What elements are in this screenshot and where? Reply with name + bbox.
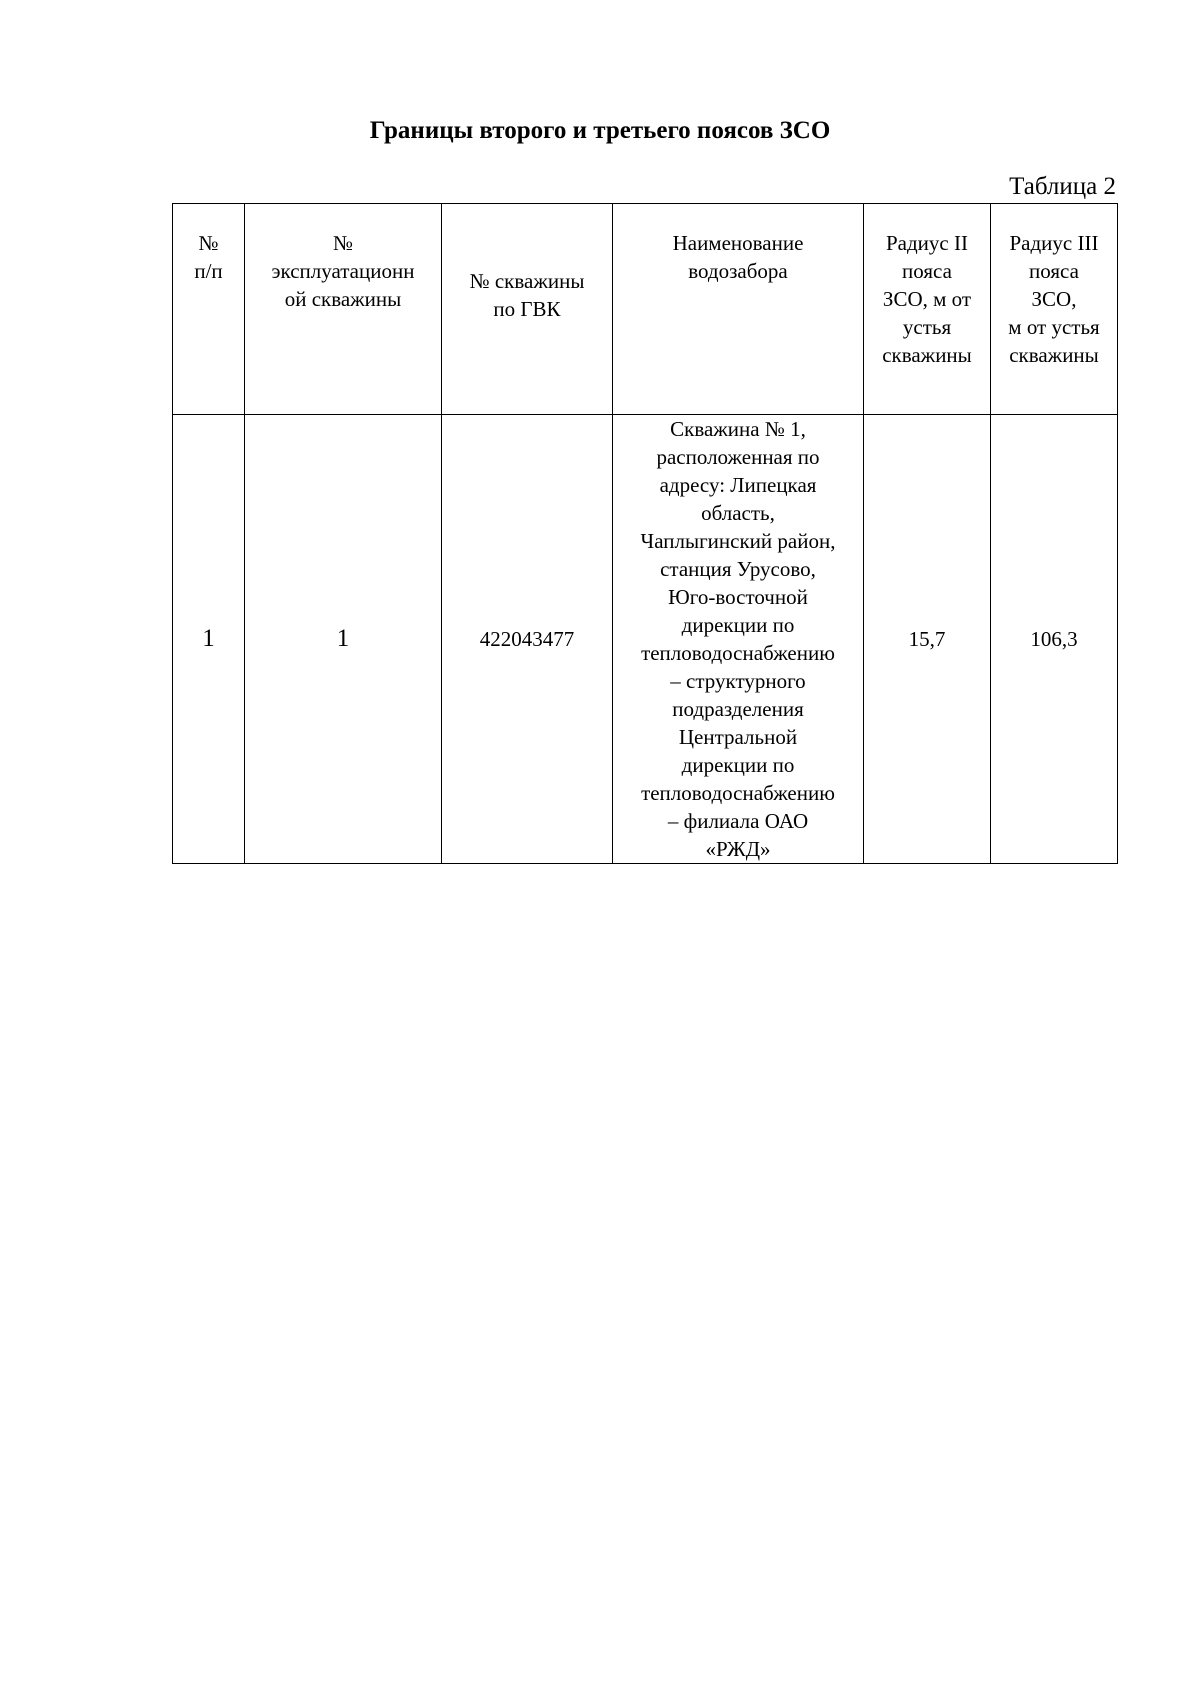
zso-boundaries-table (172, 203, 1118, 864)
header-row-number: № п/п (173, 204, 245, 415)
table-number-label: Таблица 2 (1009, 173, 1116, 200)
header-intake-name: Наименование водозабора (613, 204, 864, 415)
document-title: Границы второго и третьего поясов ЗСО (369, 117, 831, 144)
header-gvk-well-number: № скважины по ГВК (442, 204, 613, 415)
cell-radius-zone-3: 106,3 (991, 415, 1118, 864)
cell-gvk-well-number: 422043477 (442, 415, 613, 864)
cell-row-number: 1 (173, 415, 245, 864)
cell-radius-zone-2: 15,7 (864, 415, 991, 864)
header-radius-zone-2: Радиус II пояса ЗСО, м от устья скважины (864, 204, 991, 415)
table-header-row (173, 204, 1118, 415)
cell-operational-well-number: 1 (245, 415, 442, 864)
header-radius-zone-3: Радиус III пояса ЗСО, м от устья скважины (991, 204, 1118, 415)
table-row (173, 415, 1118, 864)
header-operational-well-number: № эксплуатационн ой скважины (245, 204, 442, 415)
cell-intake-name: Скважина № 1, расположенная по адресу: Липецкая область, Чаплыгинский район, станция Урусово, Юго-восточной дирекции по тепловодоснабжению – структурного подразделения Центральной дирекции по тепловодоснабжению – филиала ОАО «РЖД» (613, 415, 864, 864)
